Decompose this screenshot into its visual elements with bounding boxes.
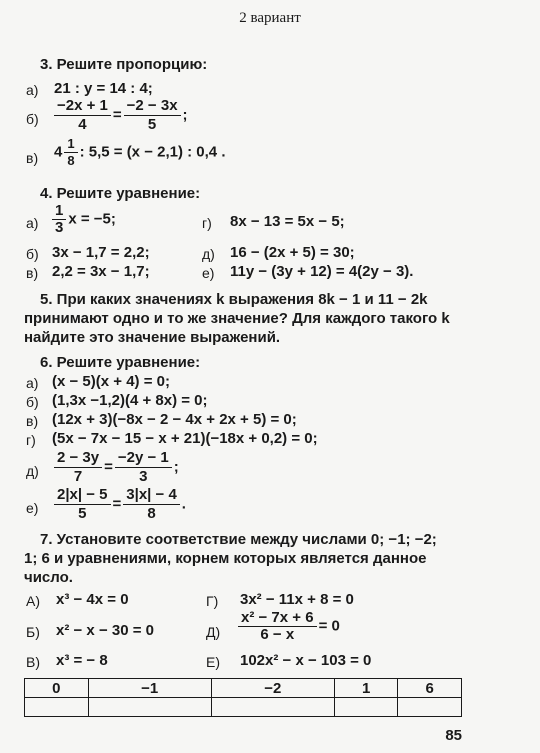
- task3-b-den1: 4: [78, 116, 87, 133]
- task6-e-expr: [52, 486, 186, 523]
- task6-v-expr: (12x + 3)(−8x − 2 − 4x + 2x + 5) = 0;: [52, 411, 297, 428]
- task3-v-expr: [54, 136, 225, 169]
- task4-a-rest: x = −5;: [68, 210, 116, 228]
- task3-v-whole: 4: [54, 143, 63, 161]
- task6-e-den2: 8: [147, 505, 156, 522]
- task4-g-label: г): [202, 215, 212, 231]
- task6-d-num2: −2y − 1: [115, 449, 172, 468]
- task6-v-label: в): [26, 413, 39, 429]
- task4-d-label: д): [202, 246, 215, 262]
- task3-b-eq: =: [112, 106, 122, 124]
- task6-d-den1: 7: [73, 468, 83, 485]
- task3-v-den: 8: [67, 153, 75, 168]
- task6-e-num2: 3|x| − 4: [123, 486, 180, 505]
- task7-line3: число.: [24, 569, 73, 586]
- answer-cell[interactable]: [211, 698, 334, 717]
- task4-e-label: е): [202, 265, 215, 281]
- task3-v-label: в): [26, 150, 39, 166]
- answer-cell[interactable]: [25, 698, 89, 717]
- answer-table-header: 1: [334, 679, 398, 698]
- answer-table-empty-row: [25, 698, 462, 717]
- task4-d-expr: 16 − (2x + 5) = 30;: [230, 244, 355, 261]
- answer-cell[interactable]: [334, 698, 398, 717]
- task5-line2: принимают одно и то же значение? Для каждого такого k: [24, 310, 450, 327]
- task6-b-expr: (1,3x −1,2)(4 + 8x) = 0;: [52, 392, 208, 409]
- task7-G-expr: 3x² − 11x + 8 = 0: [240, 591, 354, 608]
- task5-line3: найдите это значение выражений.: [24, 329, 281, 346]
- answer-table-header: 6: [398, 679, 462, 698]
- task6-g-label: г): [26, 432, 36, 448]
- task4-g-expr: 8x − 13 = 5x − 5;: [230, 213, 345, 230]
- task3-v-rest: : 5,5 = (x − 2,1) : 0,4 .: [79, 143, 226, 161]
- task4-v-label: в): [26, 265, 39, 281]
- task6-e-label: е): [26, 500, 39, 516]
- task7-V-expr: x³ = − 8: [56, 652, 108, 669]
- task6-a-expr: (x − 5)(x + 4) = 0;: [52, 373, 170, 390]
- answer-cell[interactable]: [398, 698, 462, 717]
- task4-title: 4. Решите уравнение:: [40, 185, 201, 202]
- task5-line1: 5. При каких значениях k выражения 8k − 1 и 11 − 2k: [40, 291, 428, 308]
- task4-e-expr: 11y − (3y + 12) = 4(2y − 3).: [230, 263, 414, 280]
- task7-G-label: Г): [206, 593, 219, 609]
- task3-a-expr: 21 : y = 14 : 4;: [54, 80, 153, 97]
- task6-a-label: а): [26, 375, 39, 391]
- task6-g-expr: (5x − 7x − 15 − x + 21)(−18x + 0,2) = 0;: [52, 430, 318, 447]
- task6-d-expr: [52, 449, 179, 486]
- answer-cell[interactable]: [88, 698, 211, 717]
- task7-D-rest: = 0: [318, 617, 340, 635]
- task3-b-expr: [52, 97, 188, 134]
- task6-d-num1: 2 − 3y: [54, 449, 102, 468]
- variant-header: 2 вариант: [239, 10, 301, 26]
- task7-E-expr: 102x² − x − 103 = 0: [240, 652, 372, 669]
- task7-B-expr: x² − x − 30 = 0: [56, 622, 154, 639]
- task3-b-label: б): [26, 111, 39, 127]
- task4-a-expr: [50, 203, 116, 236]
- task7-D-num: x² − 7x + 6: [238, 610, 317, 627]
- task7-A-expr: x³ − 4x = 0: [56, 591, 129, 608]
- task6-d-end: ;: [173, 458, 179, 476]
- task3-title: 3. Решите пропорцию:: [40, 56, 208, 73]
- task7-V-label: В): [26, 654, 40, 670]
- task3-v-num: 1: [64, 136, 77, 153]
- task6-title: 6. Решите уравнение:: [40, 354, 201, 371]
- task4-a-label: а): [26, 215, 39, 231]
- answer-table-header: −1: [88, 679, 211, 698]
- task6-e-end: .: [181, 495, 186, 513]
- task7-line2: 1; 6 и уравнениями, корнем которых является данное: [24, 550, 427, 567]
- task7-D-expr: [236, 610, 340, 643]
- answer-table-header-row: [25, 679, 462, 698]
- task7-E-label: Е): [206, 654, 220, 670]
- task3-b-num2: −2 − 3x: [124, 97, 181, 116]
- task3-b-den2: 5: [147, 116, 157, 133]
- task6-b-label: б): [26, 394, 39, 410]
- task7-D-label: Д): [206, 624, 221, 640]
- task6-d-den2: 3: [139, 468, 148, 485]
- task6-e-den1: 5: [78, 505, 87, 522]
- task3-a-label: а): [26, 82, 39, 98]
- task4-v-expr: 2,2 = 3x − 1,7;: [52, 263, 150, 280]
- task4-a-num: 1: [52, 203, 66, 220]
- task4-b-expr: 3x − 1,7 = 2,2;: [52, 244, 150, 261]
- task3-b-num1: −2x + 1: [54, 97, 111, 116]
- answer-table-header: −2: [211, 679, 334, 698]
- answer-table-header: 0: [25, 679, 89, 698]
- task7-A-label: А): [26, 593, 40, 609]
- task7-line1: 7. Установите соответствие между числами 0; −1; −2;: [40, 531, 437, 548]
- page-number: 85: [445, 727, 462, 744]
- task6-e-eq: =: [112, 495, 122, 513]
- task7-B-label: Б): [26, 624, 40, 640]
- answer-table: [24, 678, 462, 717]
- task7-D-den: 6 − x: [260, 626, 295, 643]
- task4-b-label: б): [26, 246, 39, 262]
- task4-a-den: 3: [55, 219, 64, 236]
- task3-b-end: ;: [182, 106, 188, 124]
- task6-d-eq: =: [104, 458, 113, 476]
- task6-e-num1: 2|x| − 5: [54, 486, 111, 505]
- task6-d-label: д): [26, 463, 39, 479]
